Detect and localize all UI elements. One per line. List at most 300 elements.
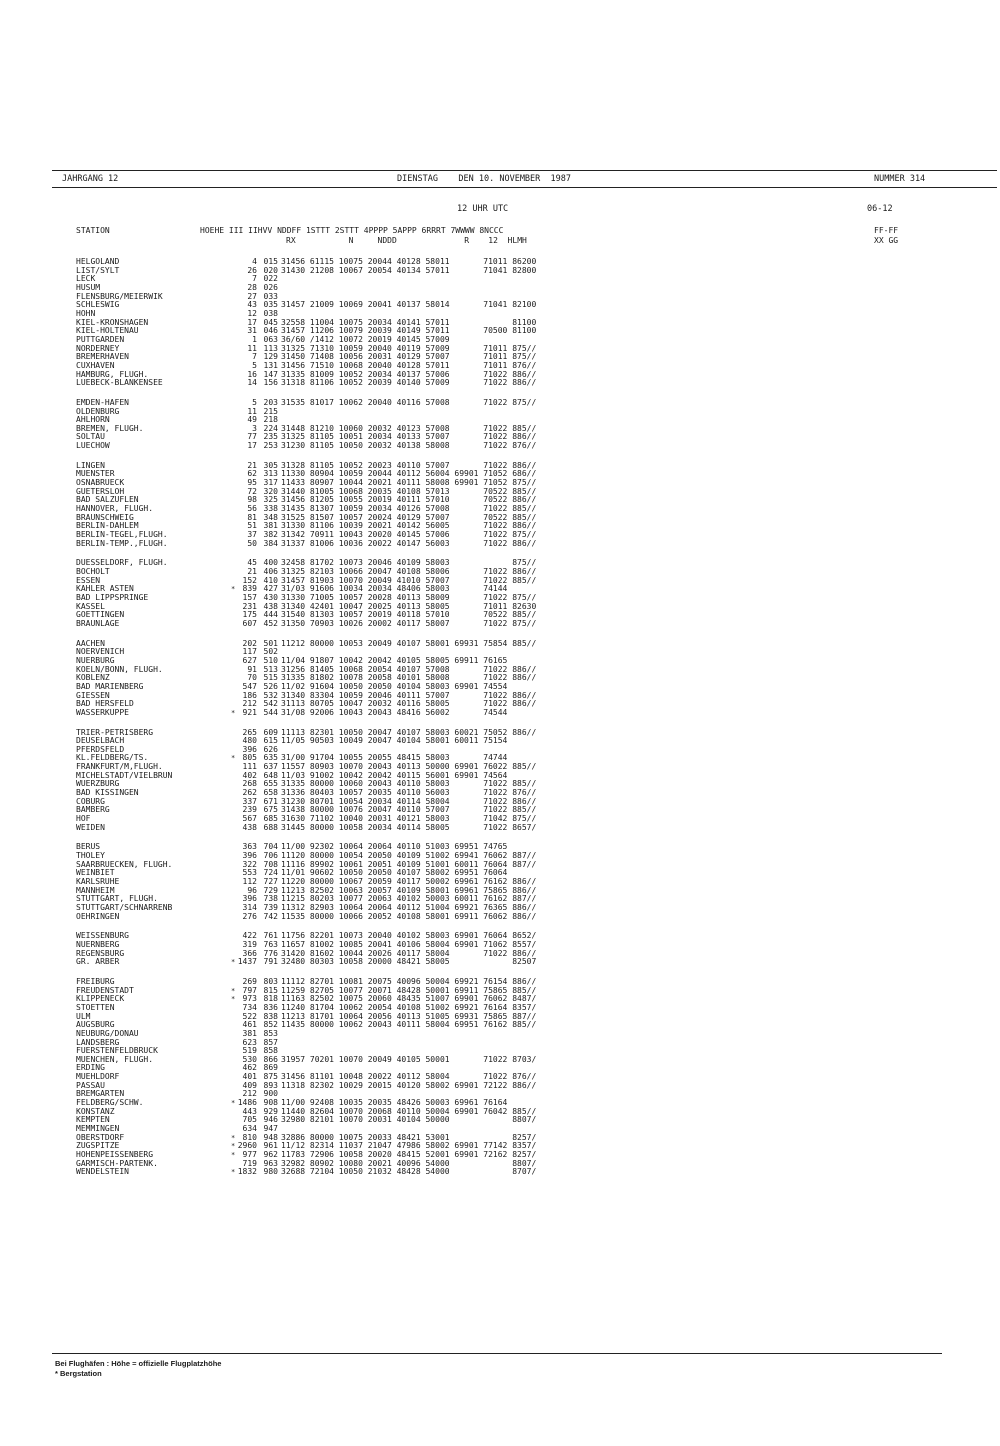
station-name: STUTTGART/SCHNARRENB [76,902,173,912]
station-synop-code: 31335 81009 10052 20034 40137 57006 71022 886// [281,369,537,379]
station-id: 671 [263,796,278,806]
station-id: 706 [263,851,278,861]
station-name: GR. ARBER [76,957,120,967]
station-synop-code: 31456 71510 10068 20040 40128 57011 71011 876// [281,360,537,370]
station-name: COBURG [76,796,105,806]
station-id: 063 [263,334,278,344]
station-id: 510 [263,655,278,665]
station-height: 810 [242,1132,257,1142]
station-height: 5 [252,397,257,407]
table-row [76,763,976,772]
station-height: 21 [247,567,257,576]
table-row [76,861,976,870]
station-id: 836 [263,1002,278,1012]
table-row [76,540,976,549]
station-synop-code: 31448 81210 10060 20032 40123 57008 71022 885// [281,423,537,433]
station-height: 152 [242,575,257,585]
station-name: FELDBERG/SCHW. [76,1098,144,1108]
station-height: 31 [247,326,257,336]
station-height: 111 [242,762,257,772]
station-name: NORDERNEY [76,343,120,353]
table-row [76,1168,976,1177]
station-synop-code: 11/03 91002 10042 20042 40115 56001 69901 74564 [281,770,508,780]
table-row [76,442,976,451]
station-synop-code: 11215 80203 10077 20063 40102 50003 60011 76162 887// [281,894,537,904]
station-height: 212 [242,1089,257,1099]
station-name: NUERNBERG [76,939,120,949]
station-id: 838 [263,1011,278,1021]
station-synop-code: 31445 80000 10058 20034 40114 58005 71022 8657/ [281,822,537,832]
station-synop-code: 11/02 91604 10050 20050 40104 58003 69901 74554 [281,681,508,691]
station-height: 319 [242,939,257,949]
station-name: MUENSTER [76,469,115,479]
station-synop-code: 31350 70903 10026 20002 40117 58007 71022 875// [281,618,537,628]
station-name: HOHENPEISSENBERG [76,1150,154,1160]
station-synop-code: 11/01 90602 10050 20050 40107 58002 69951 76064 [281,868,508,878]
station-id: 430 [263,592,278,602]
station-height: 977 [242,1150,257,1160]
station-height: 95 [247,478,257,488]
station-name: KOELN/BONN, FLUGH. [76,664,163,674]
station-synop-code: 31456 61115 10075 20044 40128 58011 71011 86200 [281,257,537,266]
station-id: 852 [263,1020,278,1030]
station-id: 022 [263,274,278,284]
station-id: 381 [263,521,278,531]
station-name: NOERVENICH [76,647,125,657]
station-synop-code: 32458 81702 10073 20046 40109 58003 875// [281,558,537,568]
mountain-station-marker: * [231,1151,236,1160]
station-name: BAD KISSINGEN [76,788,139,798]
station-height: 96 [247,885,257,895]
column-header-station: STATION [76,226,110,235]
station-synop-code: 11318 82302 10029 20015 40120 58002 69901 72122 886// [281,1080,537,1090]
station-name: NUERBURG [76,655,115,665]
station-group [76,640,976,718]
station-name: MEMMINGEN [76,1124,120,1134]
station-name: PUTTGARDEN [76,334,125,344]
station-name: BRAUNLAGE [76,618,120,628]
station-name: KIEL-KRONSHAGEN [76,317,149,327]
station-synop-code: 31440 81005 10068 20035 40108 57013 70522 885// [281,486,537,496]
station-height: 269 [242,976,257,986]
station-height: 396 [242,744,257,754]
station-id: 853 [263,1028,278,1038]
mountain-station-marker: * [231,1142,236,1151]
station-synop-code: 31325 82103 10066 20047 40108 58006 71022 886// [281,567,537,576]
station-id: 635 [263,753,278,763]
station-height: 623 [242,1037,257,1047]
station-height: 396 [242,851,257,861]
station-id: 875 [263,1072,278,1082]
station-height: 91 [247,664,257,674]
station-name: OLDENBURG [76,406,120,416]
station-id: 406 [263,567,278,576]
station-name: STOETTEN [76,1002,115,1012]
mountain-station-marker: * [231,1133,236,1142]
station-height: 921 [242,707,257,717]
station-height: 422 [242,931,257,941]
station-id: 382 [263,530,278,540]
station-synop-code: 31230 81105 10050 20032 40138 58008 71022 876// [281,441,537,451]
station-height: 553 [242,868,257,878]
station-height: 72 [247,486,257,496]
station-id: 857 [263,1037,278,1047]
mountain-station-marker: * [231,1168,236,1177]
station-name: BERUS [76,842,101,852]
station-id: 502 [263,647,278,657]
station-synop-code: 11213 82502 10063 20057 40109 58001 69961 75865 886// [281,885,537,895]
station-name: HOHN [76,308,96,318]
station-name: BERLIN-TEMP.,FLUGH. [76,538,168,548]
station-synop-code: 31435 81307 10059 20034 40126 57008 71022 885// [281,504,537,514]
station-synop-code: 31630 71102 10040 20031 40121 58003 71042 875// [281,814,537,824]
station-synop-code: 32558 11004 10075 20034 40141 57011 81100 [281,317,537,327]
station-synop-code: 31330 81106 10039 20021 40142 56005 71022 886// [281,521,537,531]
station-synop-code: 31325 71310 10059 20040 40119 57009 71011 875// [281,343,537,353]
station-id: 947 [263,1124,278,1134]
column-header-codes-1: HOEHE III IIHVV NDDFF 1STTT 2STTT 4PPPP 5APPP 6RRRT 7WWWW 8NCCC [200,226,504,235]
station-synop-code: 31340 83304 10059 20046 40111 57007 71022 886// [281,690,537,700]
station-height: 567 [242,814,257,824]
station-synop-code: 36/60 /1412 10072 20019 40145 57009 [281,334,450,344]
station-synop-code: 31336 80403 10057 20035 40110 56003 71022 876// [281,788,537,798]
station-height: 17 [247,441,257,451]
station-name: GUETERSLOH [76,486,125,496]
station-name: AUGSBURG [76,1020,115,1030]
station-synop-code: 11220 80000 10067 20059 40117 50002 69961 76162 886// [281,877,537,886]
column-header-codes-2: RX N NDDD R 12 HLMH [286,236,527,245]
station-height: 314 [242,902,257,912]
table-row [76,327,976,336]
issue-number: NUMMER 314 [874,174,926,184]
station-synop-code: 31230 80701 10054 20034 40114 58004 71022 886// [281,796,537,806]
station-height: 366 [242,948,257,958]
station-height: 26 [247,265,257,275]
station-synop-code: 31/03 91606 10034 20034 48406 58003 74144 [281,584,508,594]
station-name: DUESSELDORF, FLUGH. [76,558,168,568]
station-id: 893 [263,1080,278,1090]
station-height: 186 [242,690,257,700]
station-id: 317 [263,478,278,488]
station-name: SOLTAU [76,432,105,442]
station-synop-code: 11433 80907 10044 20021 40111 58008 69901 71052 875// [281,478,537,488]
station-id: 348 [263,512,278,522]
station-name: NEUBURG/DONAU [76,1028,139,1038]
station-height: 607 [242,618,257,628]
station-height: 43 [247,300,257,310]
station-group [76,729,976,833]
station-synop-code: 11440 82604 10070 20068 40110 50004 69901 76042 885// [281,1106,537,1116]
station-id: 724 [263,868,278,878]
station-synop-code: 31/08 92006 10043 20043 48416 56002 74544 [281,707,508,717]
station-name: LUECHOW [76,441,110,451]
station-id: 131 [263,360,278,370]
station-height: 17 [247,317,257,327]
station-id: 320 [263,486,278,496]
station-id: 452 [263,618,278,628]
station-name: FLENSBURG/MEIERWIK [76,291,163,301]
station-id: 609 [263,727,278,737]
station-name: WUERZBURG [76,779,120,789]
station-name: SCHLESWIG [76,300,120,310]
table-row [76,379,976,388]
table-row [76,746,976,755]
table-row [76,301,976,310]
station-id: 980 [263,1167,278,1177]
table-row [76,913,976,922]
jahrgang-label: JAHRGANG 12 [62,174,119,184]
station-name: ESSEN [76,575,101,585]
station-name: ULM [76,1011,91,1021]
footnote-airport-height: Bei Flughäfen : Höhe = offizielle Flugplatzhöhe [55,1359,222,1368]
station-height: 797 [242,985,257,995]
station-name: EMDEN-HAFEN [76,397,129,407]
station-height: 62 [247,469,257,479]
station-id: 791 [263,957,278,967]
station-name: KEMPTEN [76,1115,110,1125]
station-height: 322 [242,859,257,869]
station-synop-code: 31457 81903 10070 20049 41010 57007 71022 885// [281,575,537,585]
report-header [52,170,997,188]
station-height: 401 [242,1072,257,1082]
station-table [76,258,976,1188]
station-id: 946 [263,1115,278,1125]
station-id: 900 [263,1089,278,1099]
station-id: 045 [263,317,278,327]
station-id: 963 [263,1158,278,1168]
table-row [76,1082,976,1091]
station-name: HOF [76,814,91,824]
station-synop-code: 11163 82502 10075 20060 48435 51007 69901 76062 8487/ [281,994,537,1004]
station-synop-code: 31325 81105 10051 20034 40133 57007 71022 886// [281,432,537,442]
station-id: 637 [263,762,278,772]
station-synop-code: 31457 11206 10079 20039 40149 57011 70500 81100 [281,326,537,336]
station-name: MANNHEIM [76,885,115,895]
station-id: 704 [263,842,278,852]
station-height: 973 [242,994,257,1004]
station-height: 262 [242,788,257,798]
station-id: 708 [263,859,278,869]
station-height: 547 [242,681,257,691]
station-id: 858 [263,1046,278,1056]
table-row [76,399,976,408]
station-id: 727 [263,877,278,886]
station-name: KASSEL [76,601,105,611]
station-name: KONSTANZ [76,1106,115,1116]
station-name: GARMISCH-PARTENK. [76,1158,158,1168]
station-height: 98 [247,495,257,505]
station-group [76,399,976,451]
station-height: 337 [242,796,257,806]
station-synop-code: 11435 80000 10062 20043 40111 58004 69951 76162 885// [281,1020,537,1030]
station-height: 7 [252,352,257,362]
station-id: 313 [263,469,278,479]
station-id: 203 [263,397,278,407]
station-name: BERLIN-DAHLEM [76,521,139,531]
station-id: 501 [263,638,278,648]
station-synop-code: 31335 81802 10078 20058 40101 58008 71022 886// [281,673,537,683]
station-height: 363 [242,842,257,852]
station-synop-code: 11/04 91807 10042 20042 40105 58005 69911 76165 [281,655,508,665]
station-name: BOCHOLT [76,567,110,576]
station-id: 033 [263,291,278,301]
station-name: PFERDSFELD [76,744,125,754]
mountain-station-marker: * [231,754,236,763]
station-height: 396 [242,894,257,904]
station-id: 438 [263,601,278,611]
station-height: 14 [247,378,257,388]
station-synop-code: 31457 21009 10069 20041 40137 58014 71041 82100 [281,300,537,310]
station-group [76,258,976,388]
station-height: 11 [247,343,257,353]
station-name: BAMBERG [76,805,110,815]
station-synop-code: 31340 42401 10047 20025 40113 58005 71011 82630 [281,601,537,611]
station-id: 338 [263,504,278,514]
station-id: 113 [263,343,278,353]
station-id: 384 [263,538,278,548]
station-height: 1832 [237,1167,257,1177]
station-group [76,932,976,967]
station-synop-code: 31456 81205 10055 20019 40111 57010 70522 886// [281,495,537,505]
station-height: 7 [252,274,257,284]
date-label: DIENSTAG DEN 10. NOVEMBER 1987 [397,174,571,184]
station-name: ZUGSPITZE [76,1141,120,1151]
station-height: 705 [242,1115,257,1125]
station-id: 675 [263,805,278,815]
station-id: 410 [263,575,278,585]
station-height: 1437 [237,957,257,967]
station-height: 2960 [237,1141,257,1151]
station-id: 305 [263,460,278,470]
table-row [76,958,976,967]
station-synop-code: 11/12 82314 11037 21047 47986 58002 69901 77142 8357/ [281,1141,537,1151]
station-height: 175 [242,610,257,620]
station-synop-code: 31337 81006 10036 20022 40147 56003 71022 886// [281,538,537,548]
table-row [76,577,976,586]
station-name: LUEBECK-BLANKENSEE [76,378,163,388]
station-height: 239 [242,805,257,815]
station-height: 438 [242,822,257,832]
table-row [76,620,976,629]
station-synop-code: 31450 71408 10056 20031 40129 57007 71011 875// [281,352,537,362]
station-height: 1 [252,334,257,344]
station-synop-code: 31438 80000 10076 20047 40110 57007 71022 885// [281,805,537,815]
station-synop-code: 11312 82903 10064 20064 40112 51004 69921 76365 886// [281,902,537,912]
station-name: KLIPPENECK [76,994,125,1004]
station-name: DEUSELBACH [76,736,125,746]
station-name: CUXHAVEN [76,360,115,370]
station-synop-code: 11120 80000 10054 20050 40109 51002 69941 76062 887// [281,851,537,861]
station-name: KOBLENZ [76,673,110,683]
station-name: LECK [76,274,96,284]
table-row [76,267,976,276]
mountain-station-marker: * [231,585,236,594]
observation-window: 06-12 [867,204,893,214]
station-name: WEIDEN [76,822,105,832]
station-id: 235 [263,432,278,442]
station-height: 480 [242,736,257,746]
station-height: 462 [242,1063,257,1073]
station-id: 038 [263,308,278,318]
station-id: 156 [263,378,278,388]
station-height: 51 [247,521,257,531]
station-id: 761 [263,931,278,941]
station-id: 218 [263,415,278,425]
station-synop-code: 31535 81017 10062 20040 40116 57008 71022 875// [281,397,537,407]
station-id: 962 [263,1150,278,1160]
station-synop-code: 31525 81507 10057 20024 40129 57007 70522 885// [281,512,537,522]
station-id: 532 [263,690,278,700]
station-name: BREMERHAVEN [76,352,129,362]
station-height: 212 [242,699,257,709]
station-height: 461 [242,1020,257,1030]
mountain-station-marker: * [231,708,236,717]
station-name: HELGOLAND [76,257,120,266]
station-name: TRIER-PETRISBERG [76,727,154,737]
station-name: OEHRINGEN [76,911,120,921]
mountain-station-marker: * [231,1099,236,1108]
station-name: GIESSEN [76,690,110,700]
table-row [76,408,976,417]
station-height: 81 [247,512,257,522]
station-id: 685 [263,814,278,824]
table-bottom-rule [52,1353,942,1354]
table-row [76,1039,976,1048]
station-group [76,462,976,549]
station-synop-code: 11535 80000 10066 20052 40108 58001 69911 76062 886// [281,911,537,921]
station-name: FREUDENSTADT [76,985,134,995]
station-name: MUEHLDORF [76,1072,120,1082]
station-synop-code: 32980 82101 10070 20031 40104 50000 8807/ [281,1115,537,1125]
column-header-wind-2: XX GG [874,236,899,245]
station-name: SAARBRUECKEN, FLUGH. [76,859,173,869]
station-name: BREMGARTEN [76,1089,125,1099]
station-id: 615 [263,736,278,746]
station-height: 117 [242,647,257,657]
station-id: 929 [263,1106,278,1116]
station-height: 112 [242,877,257,886]
table-row [76,737,976,746]
table-row [76,640,976,649]
station-height: 50 [247,538,257,548]
station-height: 16 [247,369,257,379]
station-name: HAMBURG, FLUGH. [76,369,149,379]
station-height: 27 [247,291,257,301]
station-id: 803 [263,976,278,986]
station-name: LIST/SYLT [76,265,120,275]
station-id: 908 [263,1098,278,1108]
table-row [76,674,976,683]
station-name: MICHELSTADT/VIELBRUN [76,770,173,780]
station-synop-code: 31540 81303 10057 20019 40118 57010 70522 885// [281,610,537,620]
station-id: 215 [263,406,278,416]
station-synop-code: 31342 70911 10043 20020 40145 57006 71022 875// [281,530,537,540]
table-row [76,824,976,833]
station-height: 443 [242,1106,257,1116]
station-synop-code: 11259 82705 10077 20071 48428 50001 69911 75865 885// [281,985,537,995]
station-name: KAHLER ASTEN [76,584,134,594]
station-name: FREIBURG [76,976,115,986]
station-height: 70 [247,673,257,683]
station-height: 28 [247,282,257,292]
station-synop-code: 31256 81405 10068 20054 40107 57008 71022 886// [281,664,537,674]
station-synop-code: 11657 81002 10085 20041 40106 58004 69901 71062 8557/ [281,939,537,949]
station-id: 015 [263,257,278,266]
station-synop-code: 32688 72104 10050 21032 48428 54000 8707/ [281,1167,537,1177]
table-row [76,1116,976,1125]
station-synop-code: 31335 80000 10060 20043 40110 58003 71022 885// [281,779,537,789]
station-name: HANNOVER, FLUGH. [76,504,154,514]
